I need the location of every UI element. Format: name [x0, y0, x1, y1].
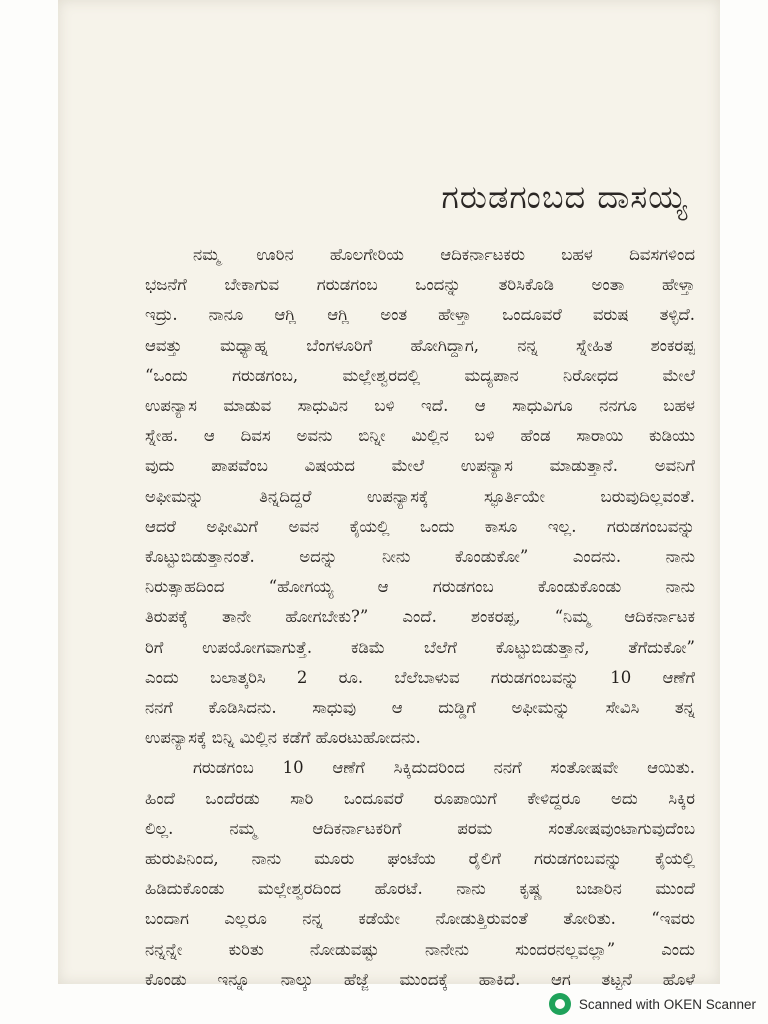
text-line: ಕೊಟ್ಟುಬಿಡುತ್ತಾನಂತೆ. ಅದನ್ನು ನೀನು ಕೊಂಡುಕೋ” ಎಂದನು. ನಾನು [145, 547, 695, 567]
scanner-label: Scanned with OKEN Scanner [578, 996, 756, 1012]
text-line: ಭಜನೆಗೆ ಬೇಕಾಗುವ ಗರುಡಗಂಬ ಒಂದನ್ನು ತರಿಸಿಕೊಡಿ ಅಂತಾ ಹೇಳ್ತಾ [145, 275, 695, 295]
text-line: ನಮ್ಮ ಊರಿನ ಹೊಲಗೇರಿಯ ಆದಿಕರ್ನಾಟಕರು ಬಹಳ ದಿವಸಗಳಿಂದ [193, 245, 695, 264]
text-line: ಹಿಡಿದುಕೊಂಡು ಮಲ್ಲೇಶ್ವರದಿಂದ ಹೊರಟೆ. ನಾನು ಕೃಷ್ಣ ಬಜಾರಿನ ಮುಂದೆ [145, 879, 695, 899]
body-text [145, 240, 695, 995]
text-line: ತಿರುಪಕ್ಕೆ ತಾನೇ ಹೋಗಬೇಕು?” ಎಂದೆ. ಶಂಕರಪ್ಪ, “ನಿಮ್ಮ ಆದಿಕರ್ನಾಟಕ [145, 607, 695, 627]
text-line: ನನ್ನನ್ನೇ ಕುರಿತು ನೋಡುವಷ್ಟು ನಾನೇನು ಸುಂದರನಲ್ಲವಲ್ಲಾ” ಎಂದು [145, 939, 695, 959]
text-line: ನನಗೆ ಕೊಡಿಸಿದನು. ಸಾಧುವು ಆ ದುಡ್ಡಿಗೆ ಅಫೀಮನ್ನು ಸೇವಿಸಿ ತನ್ನ [145, 698, 695, 718]
text-line: ರಿಗೆ ಉಪಯೋಗವಾಗುತ್ತೆ. ಕಡಿಮೆ ಬೆಲೆಗೆ ಕೊಟ್ಟುಬಿಡುತ್ತಾನೆ, ತೆಗೆದುಕೋ” [145, 637, 695, 657]
text-line: ಎಂದು ಬಲಾತ್ಕರಿಸಿ 2 ರೂ. ಬೆಲೆಬಾಳುವ ಗರುಡಗಂಬವನ್ನು 10 ಆಣೆಗೆ [145, 667, 695, 687]
oken-scanner-logo-icon [549, 993, 571, 1015]
text-line: ಕೊಂಡು ಇನ್ನೂ ನಾಲ್ಕು ಹೆಜ್ಜೆ ಮುಂದಕ್ಕೆ ಹಾಕಿದೆ. ಆಗ ತಟ್ಟನೆ ಹೊಳೆ [145, 969, 695, 989]
page-title: ಗರುಡಗಂಬದ ದಾಸಯ್ಯ [441, 178, 688, 216]
text-line: ಉಪನ್ಯಾಸಕ್ಕೆ ಬಿನ್ನಿ ಮಿಲ್ಲಿನ ಕಡೆಗೆ ಹೊರಟುಹೋದನು. [145, 728, 421, 748]
text-line: ಗರುಡಗಂಬ 10 ಆಣೆಗೆ ಸಿಕ್ಕಿದುದರಿಂದ ನನಗೆ ಸಂತೋಷವೇ ಆಯಿತು. [193, 758, 695, 778]
scanned-page [58, 0, 720, 989]
text-line: ನಿರುತ್ಸಾಹದಿಂದ “ಹೋಗಯ್ಯ ಆ ಗರುಡಗಂಬ ಕೊಂಡುಕೊಂಡು ನಾನು [145, 577, 695, 597]
text-line: ಆದರೆ ಅಫೀಮಿಗೆ ಅವನ ಕೈಯಲ್ಲಿ ಒಂದು ಕಾಸೂ ಇಲ್ಲ. ಗರುಡಗಂಬವನ್ನು [145, 516, 695, 536]
text-line: ಆವತ್ತು ಮಧ್ಯಾಹ್ನ ಬೆಂಗಳೂರಿಗೆ ಹೋಗಿದ್ದಾಗ, ನನ್ನ ಸ್ನೇಹಿತ ಶಂಕರಪ್ಪ [145, 335, 695, 355]
text-line: ಇದ್ರು. ನಾನೂ ಆಗ್ಲಿ ಆಗ್ಲಿ ಅಂತ ಹೇಳ್ತಾ ಒಂದೂವರೆ ವರುಷ ತಳ್ಳಿದೆ. [145, 305, 695, 325]
text-line: ಹಿಂದೆ ಒಂದೆರಡು ಸಾರಿ ಒಂದೂವರೆ ರೂಪಾಯಿಗೆ ಕೇಳಿದ್ದರೂ ಅದು ಸಿಕ್ಕಿರ [145, 788, 695, 808]
text-line: ಉಪನ್ಯಾಸ ಮಾಡುವ ಸಾಧುವಿನ ಬಳಿ ಇದೆ. ಆ ಸಾಧುವಿಗೂ ನನಗೂ ಬಹಳ [145, 396, 695, 416]
text-line: ಹುರುಪಿನಿಂದ, ನಾನು ಮೂರು ಘಂಟೆಯ ರೈಲಿಗೆ ಗರುಡಗಂಬವನ್ನು ಕೈಯಲ್ಲಿ [145, 849, 695, 869]
text-line: ಲಿಲ್ಲ. ನಮ್ಮ ಆದಿಕರ್ನಾಟಕರಿಗೆ ಪರಮ ಸಂತೋಷವುಂಟಾಗುವುದೆಂಬ [145, 818, 695, 838]
text-line: “ಒಂದು ಗರುಡಗಂಬ, ಮಲ್ಲೇಶ್ವರದಲ್ಲಿ ಮದ್ಯಪಾನ ನಿರೋಧದ ಮೇಲೆ [145, 365, 695, 385]
text-line: ಬಂದಾಗ ಎಲ್ಲರೂ ನನ್ನ ಕಡೆಯೇ ನೋಡುತ್ತಿರುವಂತೆ ತೋರಿತು. “ಇವರು [145, 909, 695, 929]
text-line: ವುದು ಪಾಪವೆಂಬ ವಿಷಯದ ಮೇಲೆ ಉಪನ್ಯಾಸ ಮಾಡುತ್ತಾನೆ. ಅವನಿಗೆ [145, 456, 695, 476]
text-line: ಅಫೀಮನ್ನು ತಿನ್ನದಿದ್ದರೆ ಉಪನ್ಯಾಸಕ್ಕೆ ಸ್ಫೂರ್ತಿಯೇ ಬರುವುದಿಲ್ಲವಂತೆ. [145, 486, 695, 506]
text-line: ಸ್ನೇಹ. ಆ ದಿವಸ ಅವನು ಬಿನ್ನೀ ಮಿಲ್ಲಿನ ಬಳಿ ಹೆಂಡ ಸಾರಾಯಿ ಕುಡಿಯು [145, 426, 695, 446]
scanner-watermark [549, 988, 756, 1020]
